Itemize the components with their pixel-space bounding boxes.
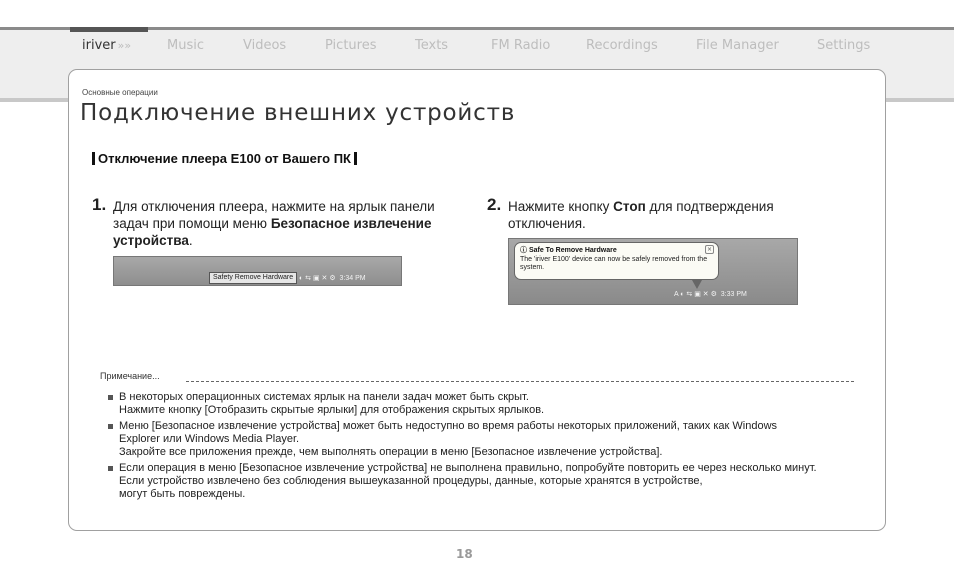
nav-item-iriver[interactable]	[82, 38, 131, 53]
close-icon[interactable]: ×	[706, 246, 713, 253]
stop-button-name: Стоп	[613, 199, 646, 214]
nav-item-label: iriver	[82, 38, 116, 53]
balloon-message: The 'iriver E100' device can now be safely removed from the system.	[520, 256, 708, 271]
step-1-menu-name-cont: устройства	[113, 233, 189, 248]
nav-item-music[interactable]: Music	[167, 38, 204, 53]
tray-icons: ◐ ⇆ ▣ ✕ ⚙	[299, 275, 336, 282]
section-bar-left	[92, 152, 95, 165]
note-text: Если операция в меню [Безопасное извлечение устройства] не выполнена правильно, попробуйте повторить ее через несколько минут.	[119, 462, 817, 474]
nav-item-settings[interactable]: Settings	[817, 38, 871, 53]
note-list	[108, 391, 878, 504]
tray-clock: 3:33 PM	[720, 291, 747, 298]
step-2-line-1	[508, 198, 828, 215]
step-1-menu-name: Безопасное извлечение	[270, 216, 432, 231]
step-2-text	[508, 198, 828, 232]
note-item	[108, 462, 878, 501]
nav-item-recordings[interactable]: Recordings	[586, 38, 658, 53]
note-text: Меню [Безопасное извлечение устройства] может быть недоступно во время работы некоторых приложений, таких как Windows	[119, 420, 778, 432]
nav-item-file-manager[interactable]: File Manager	[696, 38, 779, 53]
note-text: Закройте все приложения прежде, чем выполнять операции в меню [Безопасное извлечение устройства].	[119, 446, 663, 458]
section-title-text: Отключение плеера E100 от Вашего ПК	[98, 151, 351, 166]
bullet-icon	[108, 395, 113, 400]
note-item	[108, 420, 878, 459]
double-chevron-icon: »»	[117, 39, 132, 52]
nav-item-texts[interactable]: Texts	[415, 38, 449, 53]
section-bar-right	[354, 152, 357, 165]
step-1-period: .	[188, 233, 193, 248]
bullet-icon	[108, 424, 113, 429]
note-text: В некоторых операционных системах ярлык на панели задач может быть скрыт.	[119, 391, 529, 403]
step-2-line-1-end: для подтверждения	[645, 199, 774, 214]
system-tray	[674, 290, 747, 298]
bullet-icon	[108, 466, 113, 471]
note-text: Если устройство извлечено без соблюдения вышеуказанной процедуры, данные, которые хранятся в устройстве,	[119, 475, 703, 487]
note-item	[108, 391, 878, 417]
balloon-tail	[692, 280, 702, 289]
tray-icons: A ◐ ⇆ ▣ ✕ ⚙	[674, 291, 717, 298]
page-number: 18	[456, 547, 473, 561]
step-2-line-2: отключения.	[508, 216, 586, 231]
nav-item-fm-radio[interactable]: FM Radio	[491, 38, 551, 53]
note-heading: Примечание...	[100, 371, 160, 381]
taskbar-screenshot-1	[113, 256, 402, 286]
step-1-line-1: Для отключения плеера, нажмите на ярлык панели	[113, 199, 435, 214]
balloon-title	[520, 245, 617, 255]
step-2-number: 2.	[487, 195, 502, 214]
note-divider	[186, 381, 854, 382]
breadcrumb: Основные операции	[82, 88, 158, 97]
nav-item-videos[interactable]: Videos	[243, 38, 287, 53]
note-text: Нажмите кнопку [Отобразить скрытые ярлыки] для отображения скрытых ярлыков.	[119, 404, 545, 416]
active-tab-marker	[70, 27, 148, 32]
note-text: Explorer или Windows Media Player.	[119, 433, 300, 445]
page-title: Подключение внешних устройств	[80, 100, 516, 126]
taskbar-screenshot-2	[508, 238, 798, 305]
step-2-line-1-text: Нажмите кнопку	[508, 199, 614, 214]
section-title	[92, 151, 357, 166]
safely-remove-tooltip[interactable]: Safety Remove Hardware	[209, 272, 297, 284]
tray-clock: 3:34 PM	[339, 275, 366, 282]
step-1-line-2-text: задач при помощи меню	[113, 216, 271, 231]
note-text: могут быть повреждены.	[119, 488, 246, 500]
step-1-text	[113, 198, 443, 249]
info-icon: ⓘ	[520, 247, 527, 254]
safe-to-remove-balloon	[514, 242, 719, 280]
system-tray	[299, 274, 366, 282]
step-1-line-2	[113, 215, 443, 232]
step-1-line-3	[113, 232, 443, 249]
nav-item-pictures[interactable]: Pictures	[325, 38, 377, 53]
balloon-title-text: Safe To Remove Hardware	[528, 247, 617, 254]
step-1-number: 1.	[92, 195, 107, 214]
